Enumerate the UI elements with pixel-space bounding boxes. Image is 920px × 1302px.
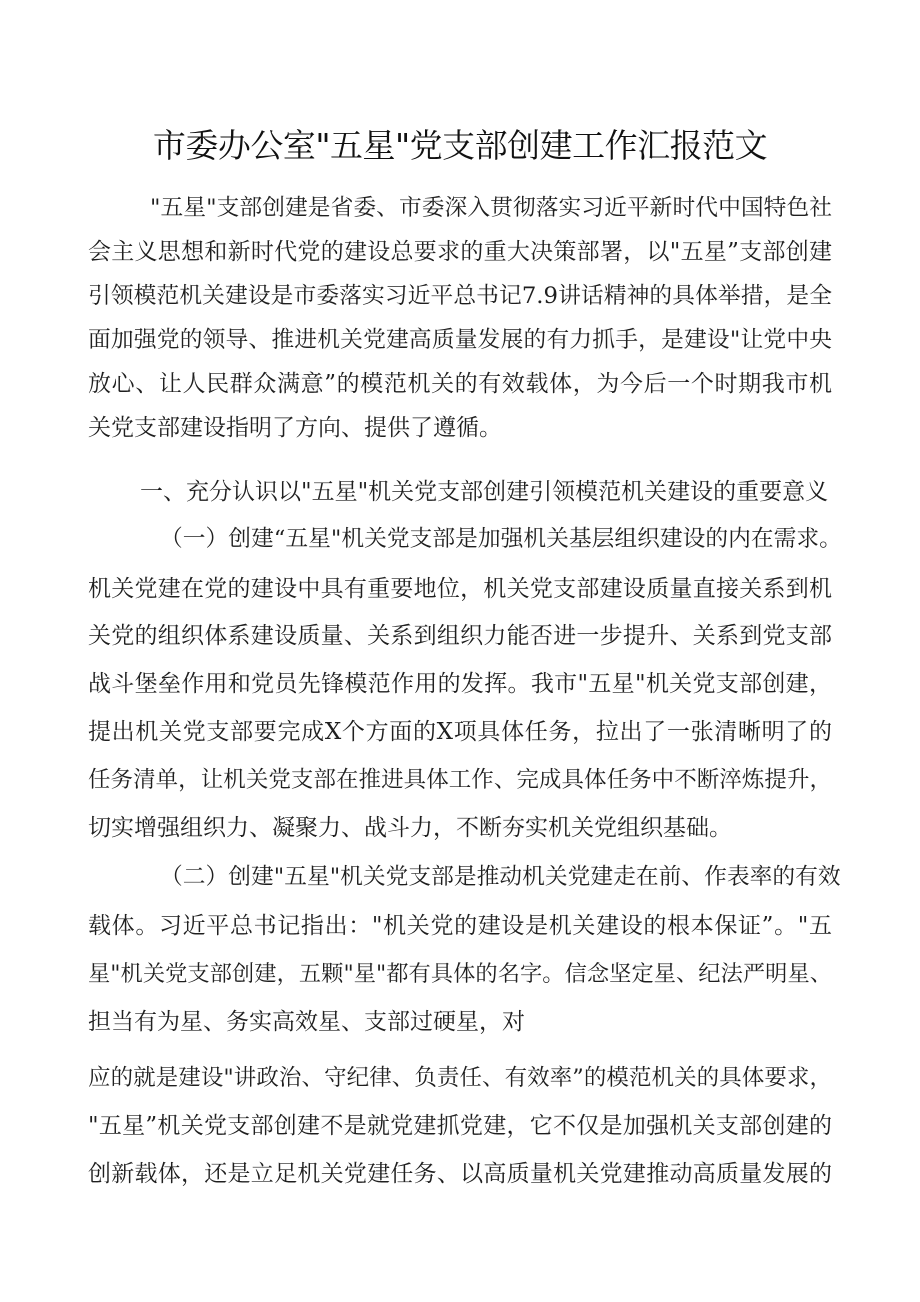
body-line: 创新载体，还是立足机关党建任务、以高质量机关党建推动高质量发展的 — [88, 1161, 832, 1187]
document-title: 市委办公室"五星"党支部创建工作汇报范文 — [152, 126, 768, 165]
body-line: 担当有为星、务实高效星、支部过硬星，对 — [88, 1009, 525, 1035]
body-line: 关党的组织体系建设质量、关系到组织力能否进一步提升、关系到党支部 — [88, 623, 832, 649]
body-line: 星"机关党支部创建，五颗"星"都有具体的名字。信念坚定星、纪法严明星、 — [88, 961, 832, 987]
intro-line: 面加强党的领导、推进机关党建高质量发展的有力抓手，是建设"让党中央 — [88, 327, 832, 353]
body-line: 任务清单，让机关党支部在推进具体工作、完成具体任务中不断淬炼提升， — [88, 767, 832, 793]
body-line: 载体。习近平总书记指出："机关党的建设是机关建设的根本保证”。"五 — [88, 913, 832, 939]
body-line: 切实增强组织力、凝聚力、战斗力，不断夯实机关党组织基础。 — [88, 815, 732, 841]
intro-line: "五星"支部创建是省委、市委深入贯彻落实习近平新时代中国特色社 — [150, 195, 832, 221]
body-line: 提出机关党支部要完成X个方面的X项具体任务，拉出了一张清晰明了的 — [88, 719, 832, 745]
body-line: 战斗堡垒作用和党员先锋模范作用的发挥。我市"五星"机关党支部创建， — [88, 671, 832, 697]
subsection-heading-line: （一）创建“五星"机关党支部是加强机关基层组织建设的内在需求。 — [160, 526, 842, 552]
section-heading: 一、充分认识以"五星"机关党支部创建引领模范机关建设的重要意义 — [140, 479, 829, 505]
intro-line: 引领模范机关建设是市委落实习近平总书记7.9讲话精神的具体举措，是全 — [88, 283, 832, 309]
body-line: "五星”机关党支部创建不是就党建抓党建，它不仅是加强机关支部创建的 — [88, 1113, 832, 1139]
intro-line: 放心、让人民群众满意”的模范机关的有效载体，为今后一个时期我市机 — [88, 371, 832, 397]
body-line: 机关党建在党的建设中具有重要地位，机关党支部建设质量直接关系到机 — [88, 576, 832, 602]
intro-line: 关党支部建设指明了方向、提供了遵循。 — [88, 415, 502, 441]
subsection-heading-line: （二）创建"五星"机关党支部是推动机关党建走在前、作表率的有效 — [160, 864, 841, 890]
intro-line: 会主义思想和新时代党的建设总要求的重大决策部署，以"五星”支部创建 — [88, 239, 832, 265]
body-line: 应的就是建设"讲政治、守纪律、负责任、有效率”的模范机关的具体要求， — [88, 1065, 832, 1091]
